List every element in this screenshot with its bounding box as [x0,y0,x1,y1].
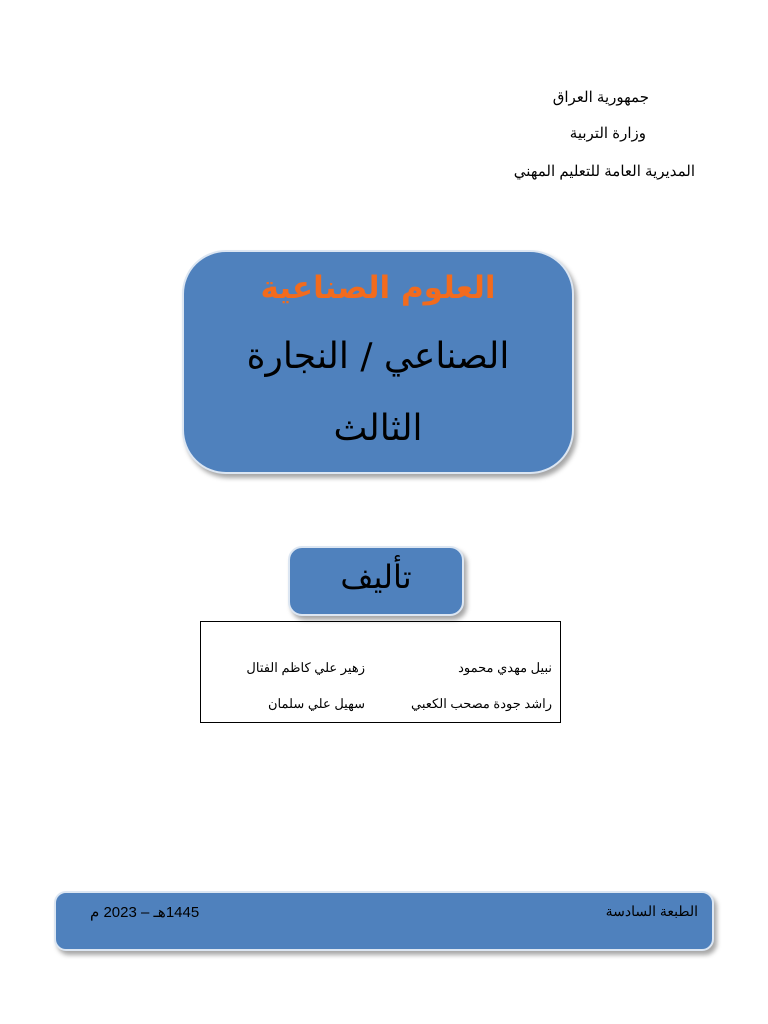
ministry-name: وزارة التربية [569,125,646,142]
title-panel [182,250,574,474]
authors-list [200,621,561,723]
subject-title: العلوم الصناعية [260,270,496,306]
author-name: نبيل مهدي محمود [458,660,552,675]
author-name: زهير علي كاظم الفتال [246,660,365,675]
author-name: راشد جودة مصحب الكعبي [411,696,552,711]
authorship-panel [288,546,464,616]
authorship-label: تأليف [340,558,412,596]
edition-label: الطبعة السادسة [605,903,698,919]
edition-panel [54,891,714,951]
grade-title: الثالث [333,408,423,449]
specialization-title: الصناعي / النجارة [246,336,510,377]
edition-date: 1445هـ – 2023 م [90,904,200,921]
author-name: سهيل علي سلمان [268,696,365,711]
directorate-name: المديرية العامة للتعليم المهني [513,163,695,180]
country-name: جمهورية العراق [552,89,649,106]
